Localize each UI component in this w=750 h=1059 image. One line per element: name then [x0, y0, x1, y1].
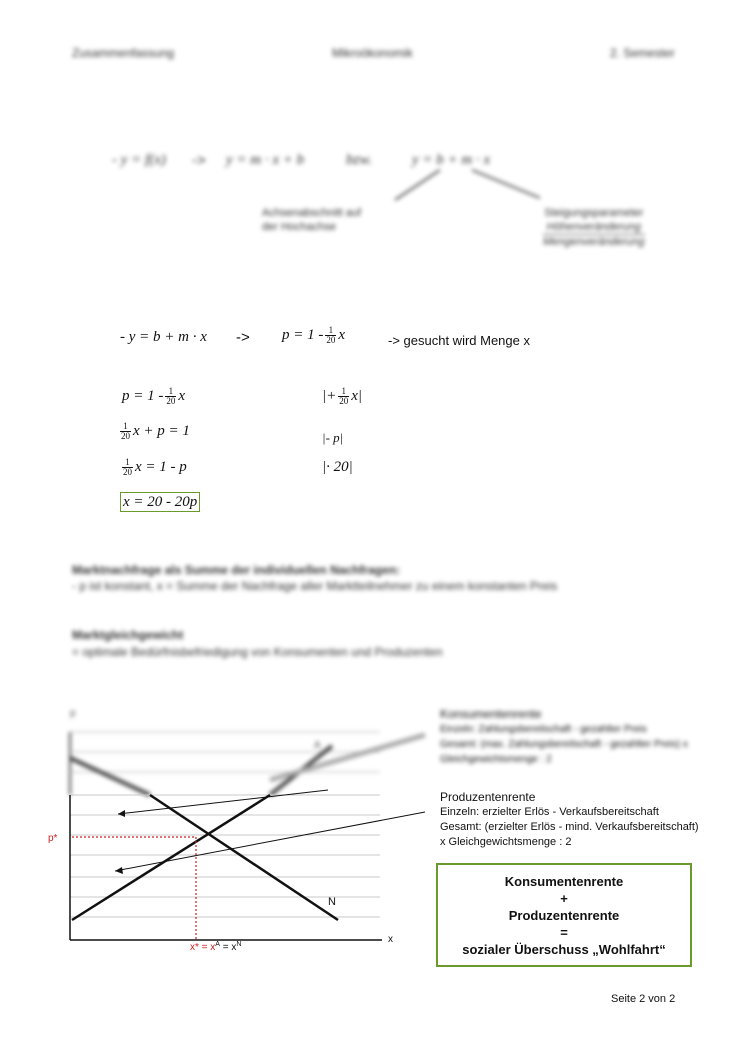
header-left: Zusammenfassung — [72, 46, 175, 60]
gleich-text: = optimale Bedürfnisbefriedigung von Konsumenten und Produzenten — [72, 645, 443, 659]
formula-function: - y = f(x) — [112, 152, 166, 168]
supply-curve — [72, 795, 270, 920]
result-box: x = 20 - 20p — [120, 492, 200, 512]
step1-left: p = 1 - $\frac{1}{20}$ x — [122, 386, 186, 406]
demand-curve — [150, 795, 338, 920]
arrow-producer-surplus — [115, 812, 425, 871]
derivation-note: -> gesucht wird Menge x — [388, 333, 530, 348]
label-intercept: Achsenabschnitt auf der Hochachse — [262, 207, 362, 233]
gleich-title: Marktgleichgewicht — [72, 628, 184, 642]
derivation-formula: - y = b + m · x — [120, 329, 207, 345]
header-center: Mikroökonomik — [332, 46, 413, 60]
summary-line5: sozialer Überschuss „Wohlfahrt“ — [462, 942, 666, 957]
summary-line3: Produzentenrente — [508, 908, 620, 923]
y-axis-label: p — [70, 708, 76, 719]
header-right: 2. Semester — [610, 46, 675, 60]
x-axis-label: x — [388, 934, 393, 945]
page-number: Seite 2 von 2 — [611, 993, 676, 1005]
formula-bzw: bzw. — [346, 152, 372, 168]
step3-right: |· 20| — [322, 459, 353, 475]
summary-line2: + — [560, 891, 568, 906]
formula-arrow: -> — [192, 152, 206, 169]
summary-line4: = — [560, 925, 568, 940]
graph-blurred-top — [70, 708, 425, 795]
produzenten-title: Produzentenrente — [440, 790, 536, 804]
demand-label: N — [328, 896, 336, 908]
step3-left: $\frac{1}{20}$ x = 1 - p — [123, 457, 187, 477]
x-star-label: $x* = x^A = x^N$ — [190, 941, 242, 953]
formula-linear-alt: y = b + m · x — [412, 152, 491, 168]
markt-title: Marktnachfrage als Summe der individuellen Nachfragen: — [72, 563, 401, 577]
label-slope: Steigungsparameter Höhenveränderung Mengenveränderung — [543, 207, 645, 248]
p-star-label: p* — [48, 833, 58, 844]
summary-box — [436, 863, 692, 967]
summary-line1: Konsumentenrente — [504, 874, 624, 889]
produzenten-line3: x Gleichgewichtsmenge : 2 — [440, 836, 572, 848]
produzenten-line1: Einzeln: erzielter Erlös - Verkaufsbereitschaft — [440, 806, 659, 818]
step1-right: |+ $\frac{1}{20}$ x| — [322, 386, 363, 406]
formula-linear: y = m · x + b — [226, 152, 305, 168]
markt-text: - p ist konstant, x = Summe der Nachfrage aller Marktteilnehmer zu einem konstanten Preis — [72, 579, 558, 593]
step2-left: $\frac{1}{20}$ x + p = 1 — [121, 421, 190, 441]
derivation-demand: p = 1 - $\frac{1}{20}$ x — [282, 325, 346, 345]
produzenten-line2: Gesamt: (erzielter Erlös - mind. Verkaufsbereitschaft) — [440, 821, 699, 833]
step2-right: |- p| — [322, 430, 344, 445]
produzenten-note — [440, 790, 699, 850]
derivation-arrow: -> — [236, 329, 250, 346]
konsumenten-note: Konsumentenrente Einzeln: Zahlungsbereitschaft - gezahlter Preis Gesamt: (max. Zahlungsbereitschaft - gezahlter Preis) x Gleichgewichtsmenge : 2 — [440, 707, 688, 765]
supply-label: A — [314, 740, 321, 751]
